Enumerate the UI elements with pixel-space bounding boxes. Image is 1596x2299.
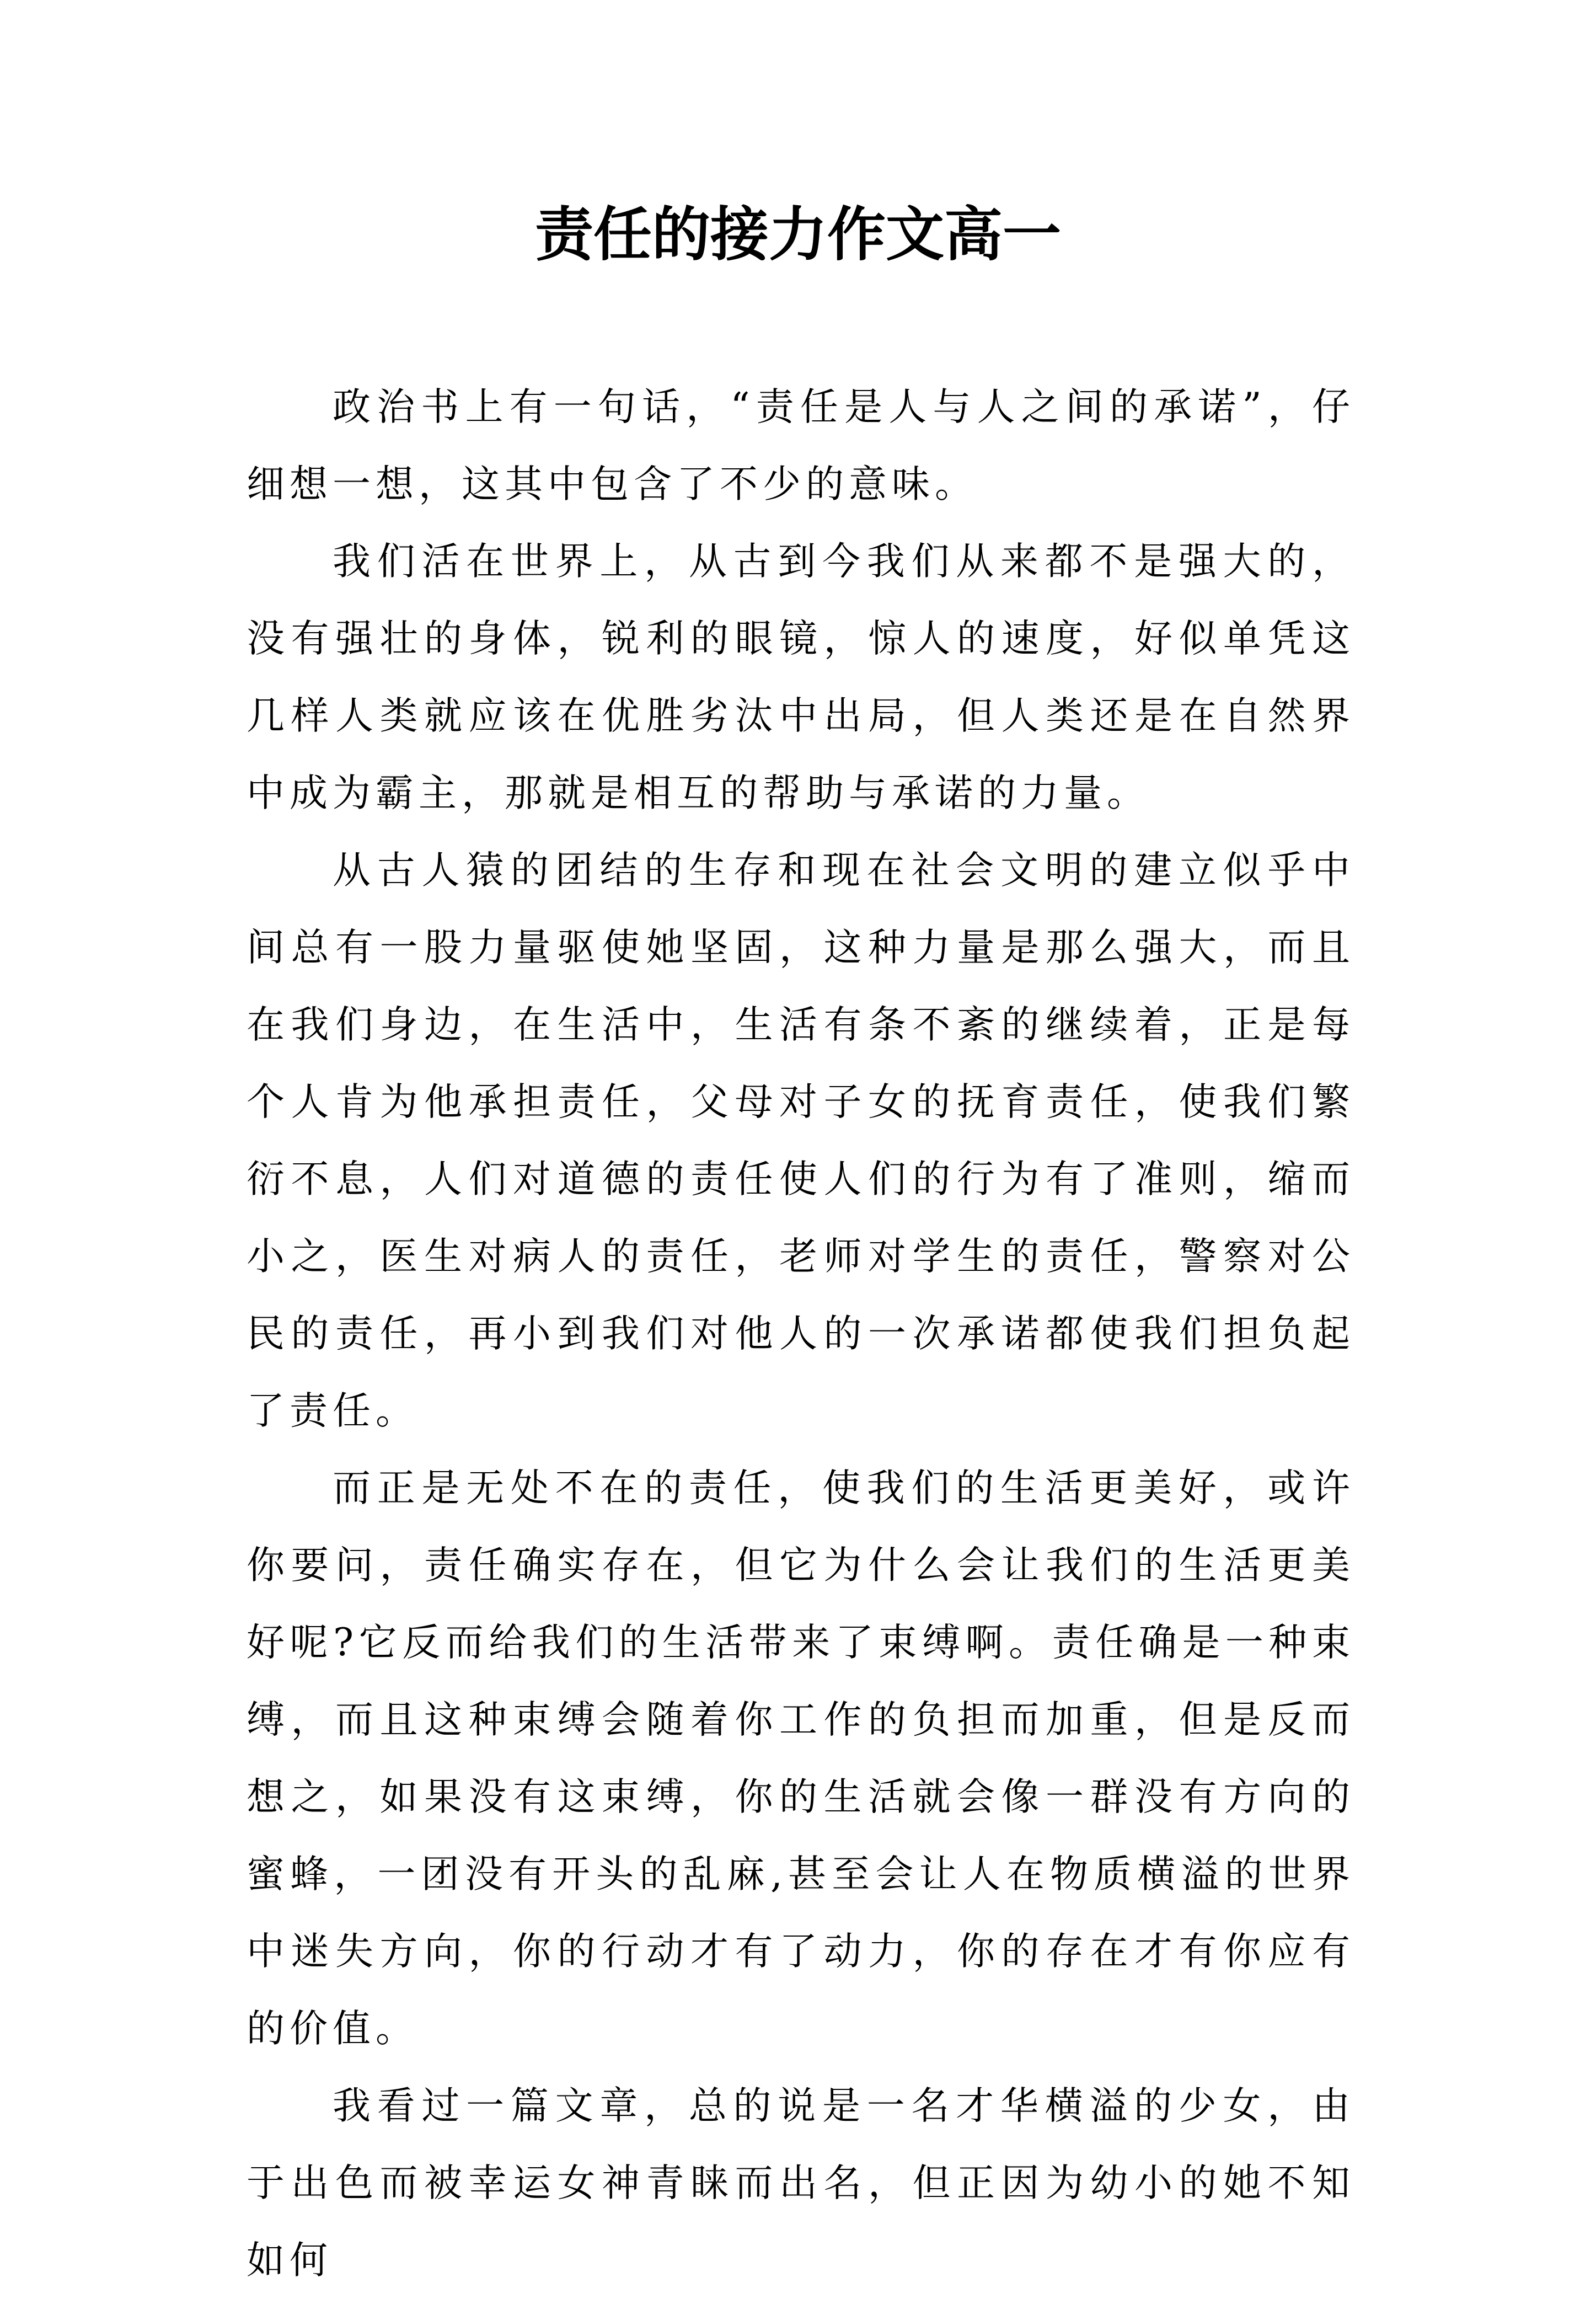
paragraph-5: 我看过一篇文章，总的说是一名才华横溢的少女，由于出色而被幸运女神青睐而出名，但正因为幼小的她不知如何 — [247, 2084, 1355, 2282]
paragraph-4: 而正是无处不在的责任，使我们的生活更美好，或许你要问，责任确实存在，但它为什么会让我们的生活更美好呢?它反而给我们的生活带来了束缚啊。责任确是一种束缚，而且这种束缚会随着你工作的负担而加重，但是反而想之，如果没有这束缚，你的生活就会像一群没有方向的蜜蜂，一团没有开头的乱麻,甚至会让人在物质横溢的世界中迷失方向，你的行动才有了动力，你的存在才有你应有的价值。 — [247, 1466, 1355, 2051]
paragraph-2: 我们活在世界上，从古到今我们从来都不是强大的，没有强壮的身体，锐利的眼镜，惊人的速度，好似单凭这几样人类就应该在优胜劣汰中出局，但人类还是在自然界中成为霸主，那就是相互的帮助与承诺的力量。 — [247, 539, 1355, 815]
document-body — [247, 368, 1355, 2299]
paragraph-1: 政治书上有一句话，“责任是人与人之间的承诺”，仔细想一想，这其中包含了不少的意味。 — [247, 385, 1355, 506]
document-title: 责任的接力作文高一 — [535, 200, 1061, 269]
paragraph-3: 从古人猿的团结的生存和现在社会文明的建立似乎中间总有一股力量驱使她坚固，这种力量是那么强大，而且在我们身边，在生活中，生活有条不紊的继续着，正是每个人肯为他承担责任，父母对子女的抚育责任，使我们繁衍不息，人们对道德的责任使人们的行为有了准则，缩而小之，医生对病人的责任，老师对学生的责任，警察对公民的责任，再小到我们对他人的一次承诺都使我们担负起了责任。 — [247, 848, 1355, 1433]
